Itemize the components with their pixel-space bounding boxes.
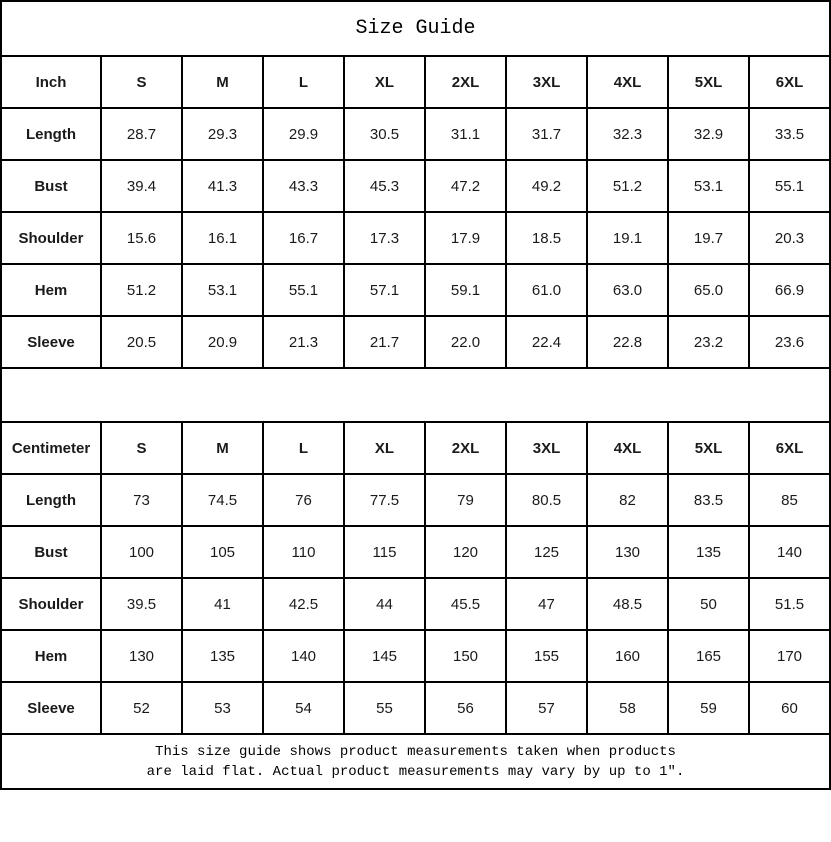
value-cell: 30.5 (344, 108, 425, 160)
value-cell: 47.2 (425, 160, 506, 212)
value-cell: 115 (344, 526, 425, 578)
measurement-row (1, 474, 830, 526)
value-cell: 28.7 (101, 108, 182, 160)
measurement-row (1, 682, 830, 734)
measurement-row (1, 160, 830, 212)
value-cell: 39.4 (101, 160, 182, 212)
measurement-row (1, 212, 830, 264)
value-cell: 145 (344, 630, 425, 682)
value-cell: 19.7 (668, 212, 749, 264)
value-cell: 53.1 (668, 160, 749, 212)
size-header-cell: 4XL (587, 56, 668, 108)
value-cell: 21.3 (263, 316, 344, 368)
title-row (1, 1, 830, 56)
measurement-label-cell: Length (1, 108, 101, 160)
value-cell: 22.0 (425, 316, 506, 368)
value-cell: 19.1 (587, 212, 668, 264)
value-cell: 16.7 (263, 212, 344, 264)
value-cell: 45.5 (425, 578, 506, 630)
value-cell: 130 (587, 526, 668, 578)
value-cell: 55.1 (749, 160, 830, 212)
value-cell: 56 (425, 682, 506, 734)
measurement-label-cell: Length (1, 474, 101, 526)
value-cell: 52 (101, 682, 182, 734)
size-header-cell: 2XL (425, 56, 506, 108)
size-header-cell: 3XL (506, 56, 587, 108)
size-header-cell: S (101, 56, 182, 108)
value-cell: 135 (668, 526, 749, 578)
footer-note (1, 734, 830, 789)
measurement-row (1, 578, 830, 630)
value-cell: 39.5 (101, 578, 182, 630)
value-cell: 16.1 (182, 212, 263, 264)
size-header-cell: 3XL (506, 422, 587, 474)
value-cell: 47 (506, 578, 587, 630)
measurement-label-cell: Sleeve (1, 682, 101, 734)
value-cell: 66.9 (749, 264, 830, 316)
size-header-cell: S (101, 422, 182, 474)
value-cell: 55.1 (263, 264, 344, 316)
page-title: Size Guide (1, 1, 830, 56)
value-cell: 22.4 (506, 316, 587, 368)
measurement-label-cell: Sleeve (1, 316, 101, 368)
value-cell: 41.3 (182, 160, 263, 212)
value-cell: 57.1 (344, 264, 425, 316)
spacer-cell (1, 368, 830, 422)
value-cell: 15.6 (101, 212, 182, 264)
value-cell: 150 (425, 630, 506, 682)
value-cell: 79 (425, 474, 506, 526)
value-cell: 57 (506, 682, 587, 734)
value-cell: 53.1 (182, 264, 263, 316)
value-cell: 18.5 (506, 212, 587, 264)
size-header-cell: XL (344, 56, 425, 108)
value-cell: 85 (749, 474, 830, 526)
value-cell: 50 (668, 578, 749, 630)
measurement-label-cell: Hem (1, 630, 101, 682)
size-header-cell: 4XL (587, 422, 668, 474)
size-header-cell: M (182, 56, 263, 108)
value-cell: 43.3 (263, 160, 344, 212)
value-cell: 140 (749, 526, 830, 578)
measurement-row (1, 108, 830, 160)
value-cell: 45.3 (344, 160, 425, 212)
value-cell: 22.8 (587, 316, 668, 368)
value-cell: 51.2 (101, 264, 182, 316)
measurement-label-cell: Shoulder (1, 212, 101, 264)
inch-table-body (1, 56, 830, 368)
size-header-cell: 6XL (749, 56, 830, 108)
value-cell: 140 (263, 630, 344, 682)
value-cell: 17.9 (425, 212, 506, 264)
value-cell: 65.0 (668, 264, 749, 316)
unit-header-cell: Centimeter (1, 422, 101, 474)
value-cell: 83.5 (668, 474, 749, 526)
value-cell: 33.5 (749, 108, 830, 160)
value-cell: 59 (668, 682, 749, 734)
value-cell: 17.3 (344, 212, 425, 264)
unit-header-cell: Inch (1, 56, 101, 108)
value-cell: 54 (263, 682, 344, 734)
value-cell: 23.6 (749, 316, 830, 368)
value-cell: 76 (263, 474, 344, 526)
footer-row (1, 734, 830, 789)
value-cell: 31.1 (425, 108, 506, 160)
value-cell: 23.2 (668, 316, 749, 368)
size-header-cell: L (263, 422, 344, 474)
value-cell: 135 (182, 630, 263, 682)
value-cell: 20.5 (101, 316, 182, 368)
value-cell: 42.5 (263, 578, 344, 630)
value-cell: 53 (182, 682, 263, 734)
value-cell: 100 (101, 526, 182, 578)
size-header-cell: XL (344, 422, 425, 474)
value-cell: 32.3 (587, 108, 668, 160)
size-header-row (1, 422, 830, 474)
size-header-cell: M (182, 422, 263, 474)
size-header-cell: 2XL (425, 422, 506, 474)
measurement-row (1, 316, 830, 368)
value-cell: 49.2 (506, 160, 587, 212)
measurement-label-cell: Bust (1, 160, 101, 212)
value-cell: 73 (101, 474, 182, 526)
spacer-row (1, 368, 830, 422)
size-header-cell: L (263, 56, 344, 108)
value-cell: 51.5 (749, 578, 830, 630)
value-cell: 55 (344, 682, 425, 734)
value-cell: 41 (182, 578, 263, 630)
value-cell: 59.1 (425, 264, 506, 316)
measurement-row (1, 630, 830, 682)
measurement-label-cell: Hem (1, 264, 101, 316)
value-cell: 105 (182, 526, 263, 578)
footer-line-2: are laid flat. Actual product measurements may vary by up to 1″. (146, 763, 685, 780)
measurement-row (1, 264, 830, 316)
measurement-row (1, 526, 830, 578)
value-cell: 51.2 (587, 160, 668, 212)
value-cell: 160 (587, 630, 668, 682)
value-cell: 61.0 (506, 264, 587, 316)
value-cell: 170 (749, 630, 830, 682)
value-cell: 32.9 (668, 108, 749, 160)
value-cell: 74.5 (182, 474, 263, 526)
value-cell: 29.9 (263, 108, 344, 160)
value-cell: 130 (101, 630, 182, 682)
value-cell: 110 (263, 526, 344, 578)
value-cell: 80.5 (506, 474, 587, 526)
value-cell: 155 (506, 630, 587, 682)
value-cell: 125 (506, 526, 587, 578)
value-cell: 63.0 (587, 264, 668, 316)
value-cell: 165 (668, 630, 749, 682)
centimeter-table-body (1, 422, 830, 734)
measurement-label-cell: Bust (1, 526, 101, 578)
value-cell: 77.5 (344, 474, 425, 526)
value-cell: 44 (344, 578, 425, 630)
value-cell: 31.7 (506, 108, 587, 160)
value-cell: 21.7 (344, 316, 425, 368)
value-cell: 82 (587, 474, 668, 526)
value-cell: 20.3 (749, 212, 830, 264)
value-cell: 48.5 (587, 578, 668, 630)
size-header-cell: 5XL (668, 422, 749, 474)
value-cell: 58 (587, 682, 668, 734)
size-header-cell: 5XL (668, 56, 749, 108)
measurement-label-cell: Shoulder (1, 578, 101, 630)
size-header-cell: 6XL (749, 422, 830, 474)
value-cell: 29.3 (182, 108, 263, 160)
footer-line-1: This size guide shows product measurements taken when products (155, 743, 676, 760)
value-cell: 120 (425, 526, 506, 578)
value-cell: 60 (749, 682, 830, 734)
size-header-row (1, 56, 830, 108)
value-cell: 20.9 (182, 316, 263, 368)
